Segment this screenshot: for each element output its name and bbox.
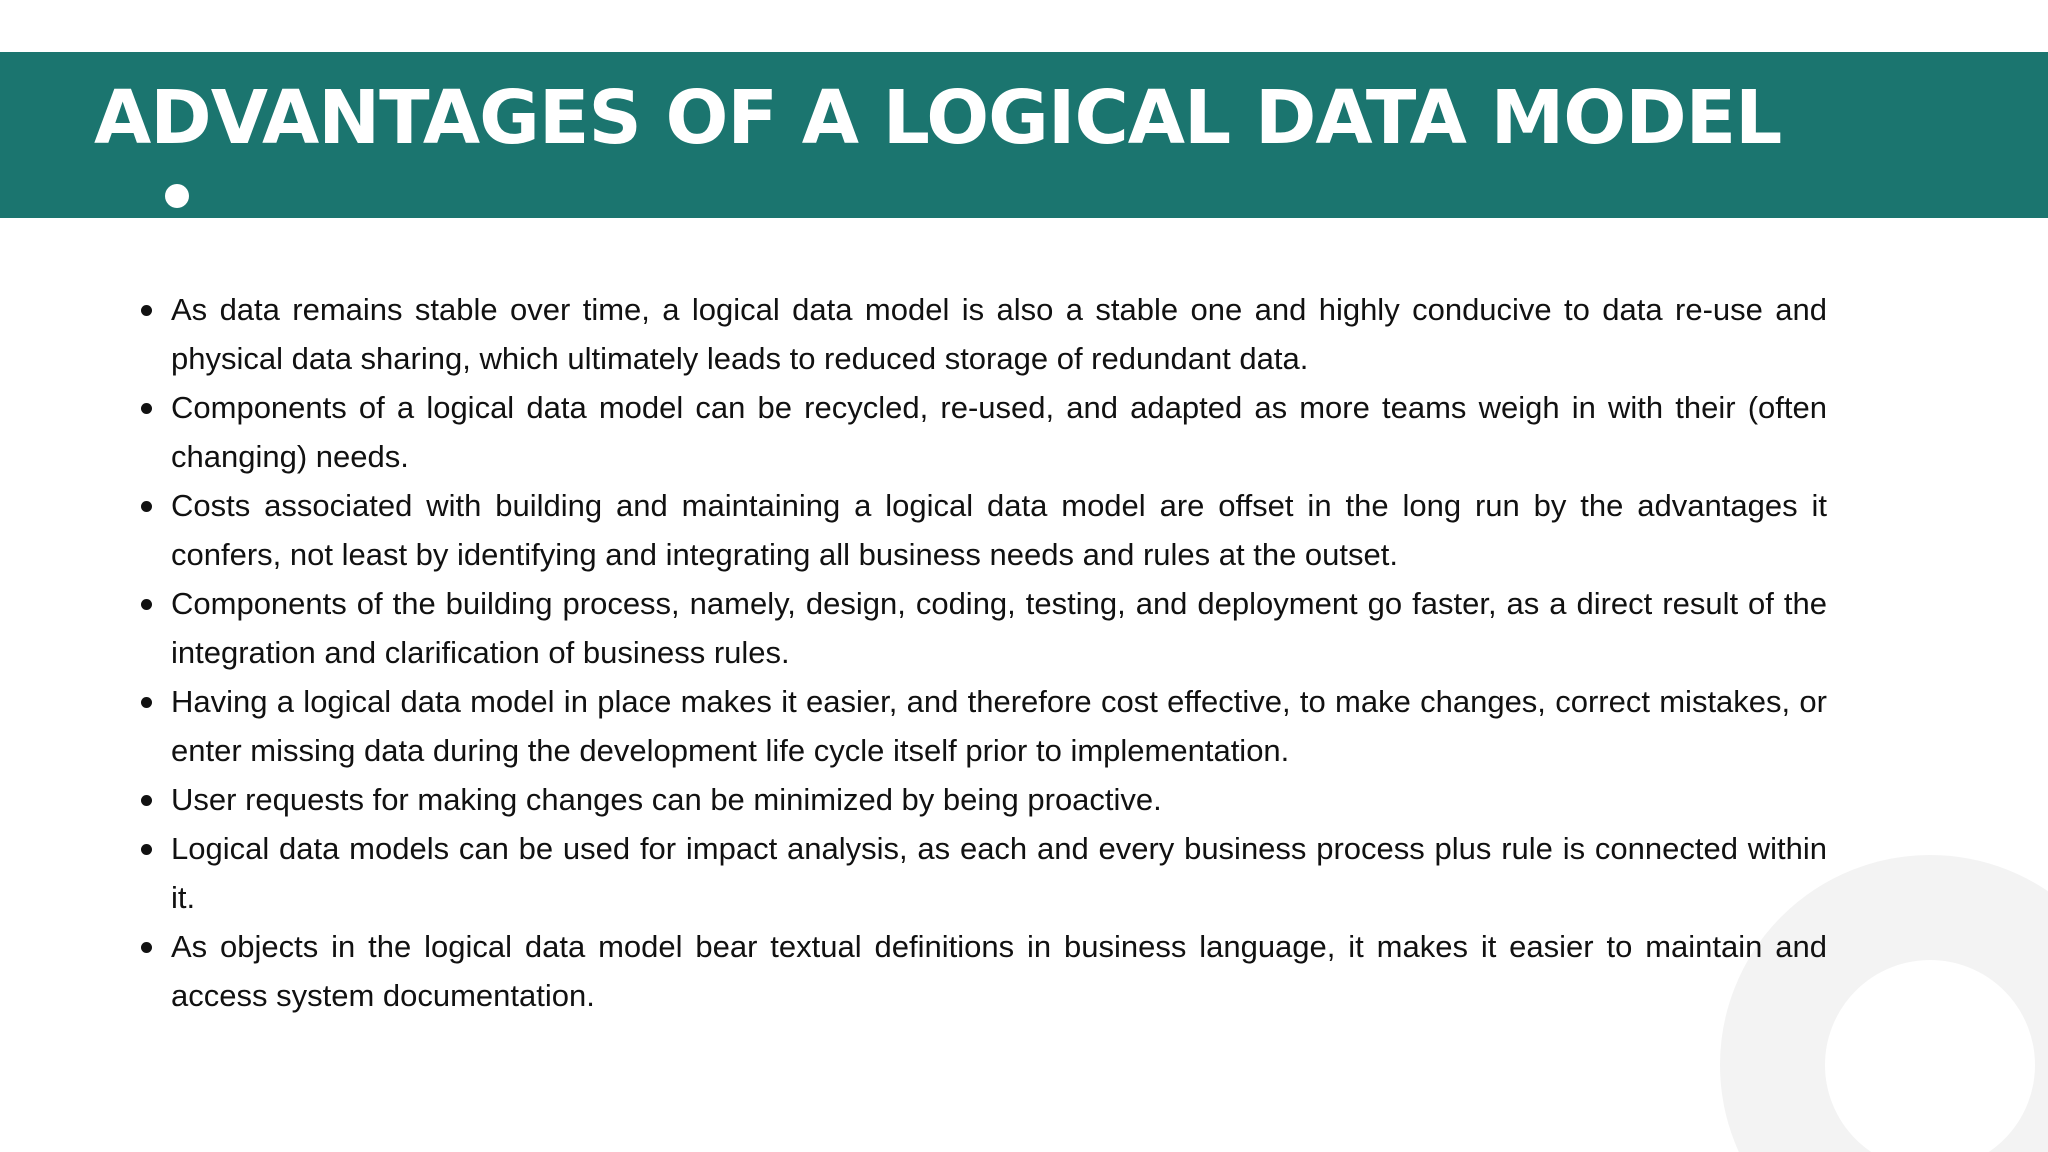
bullet-item-5: Having a logical data model in place makes it easier, and therefore cost effective, to make changes, correct mistakes, or enter missing data during the development life cycle itself prior to implementation. <box>171 677 1827 775</box>
bullet-item-4: Components of the building process, namely, design, coding, testing, and deployment go faster, as a direct result of the integration and clarification of business rules. <box>171 579 1827 677</box>
bullet-item-2: Components of a logical data model can be recycled, re-used, and adapted as more teams weigh in with their (often changing) needs. <box>171 383 1827 481</box>
bullet-item-7: Logical data models can be used for impact analysis, as each and every business process plus rule is connected within it. <box>171 824 1827 922</box>
bullet-item-3: Costs associated with building and maintaining a logical data model are offset in the long run by the advantages it confers, not least by identifying and integrating all business needs and rules at the outset. <box>171 481 1827 579</box>
header-dot-decoration <box>165 184 189 208</box>
bullet-item-6: User requests for making changes can be minimized by being proactive. <box>171 775 1827 824</box>
bullet-list <box>171 285 1827 1020</box>
slide-title: ADVANTAGES OF A LOGICAL DATA MODEL <box>94 75 1782 161</box>
bullet-item-1: As data remains stable over time, a logical data model is also a stable one and highly conducive to data re-use and physical data sharing, which ultimately leads to reduced storage of redundant data. <box>171 285 1827 383</box>
bullet-item-8: As objects in the logical data model bear textual definitions in business language, it makes it easier to maintain and access system documentation. <box>171 922 1827 1020</box>
